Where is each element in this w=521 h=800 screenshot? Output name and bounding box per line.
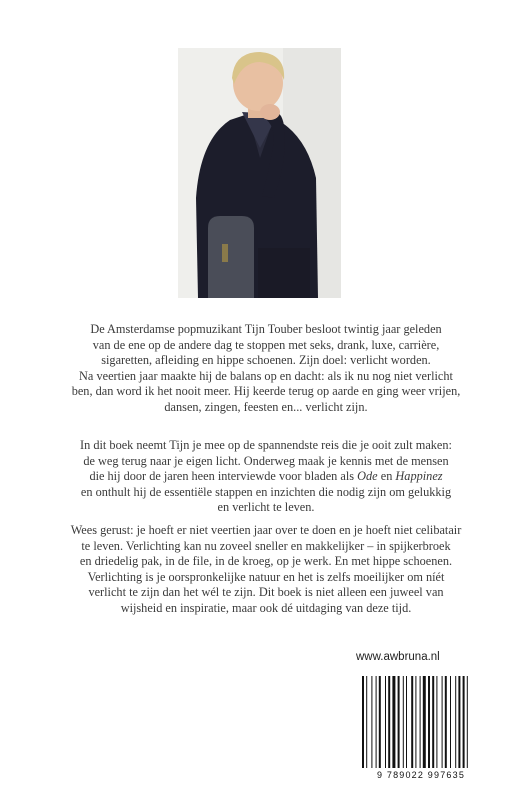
barcode-icon (358, 676, 487, 770)
barcode-bar (392, 676, 395, 768)
barcode-bar (458, 676, 460, 768)
barcode-bar (420, 676, 421, 768)
barcode-bar (442, 676, 443, 768)
text-line: wijsheid en inspiratie, maar ook dé uitdaging van deze tijd. (120, 600, 412, 615)
barcode-bar (376, 676, 377, 768)
barcode-bar (406, 676, 407, 768)
barcode (358, 676, 487, 776)
text-line: en verlicht te leven. (217, 500, 315, 514)
barcode-bar (398, 676, 400, 768)
barcode-bar (436, 676, 437, 768)
barcode-bar (455, 676, 456, 768)
text-line (56, 469, 476, 485)
text-line: verlicht te zijn dan het wél te zijn. Dit boek is niet alleen een juweel van (88, 585, 444, 599)
text-line: en driedelig pak, in de file, in de kroeg, op je werk. En met hippe schoenen. (79, 554, 453, 568)
closing-paragraph (56, 523, 476, 616)
barcode-bar (423, 676, 426, 768)
barcode-bar (362, 676, 364, 768)
author-portrait-icon (178, 48, 341, 298)
magazine-ode: Ode (357, 469, 378, 483)
text-line: en onthult hij de essentiële stappen en inzichten die nodig zijn om gelukkig (80, 484, 452, 499)
text-line: de weg terug naar je eigen licht. Onderweg maak je kennis met de mensen (83, 453, 449, 468)
text-line: van de ene op de andere dag te stoppen met seks, drank, luxe, carrière, (92, 337, 440, 352)
text-segment: die hij door de jaren heen interviewde voor bladen als (89, 469, 358, 483)
text-line: te leven. Verlichting kan nu zoveel sneller en makkelijker – in spijkerbroek (81, 538, 451, 553)
barcode-bar (366, 676, 367, 768)
barcode-bar (428, 676, 430, 768)
barcode-bar (385, 676, 386, 768)
barcode-bar (371, 676, 372, 768)
barcode-bar (379, 676, 381, 768)
barcode-bar (432, 676, 434, 768)
text-line: ben, dan word ik het nooit meer. Hij keerde terug op aarde en ging weer vrijen, (71, 384, 461, 398)
barcode-bar (411, 676, 413, 768)
text-line: Verlichting is je oorspronkelijke natuur en het is zelfs moeilijker om níét (87, 569, 445, 584)
text-line: In dit boek neemt Tijn je mee op de spannendste reis die je ooit zult maken: (80, 438, 452, 452)
publisher-url: www.awbruna.nl (356, 651, 440, 663)
barcode-bar (467, 676, 468, 768)
text-segment: en (377, 469, 396, 483)
book-paragraph (56, 438, 476, 516)
barcode-bar (445, 676, 447, 768)
barcode-number: 9 789022 997635 (376, 770, 466, 780)
magazine-happinez: Happinez (395, 469, 443, 483)
text-line: De Amsterdamse popmuzikant Tijn Touber besloot twintig jaar geleden (90, 322, 442, 336)
text-line: Na veertien jaar maakte hij de balans op en dacht: als ik nu nog niet verlicht (79, 368, 453, 383)
text-line: dansen, zingen, feesten en... verlicht zijn. (164, 399, 368, 414)
barcode-bar (403, 676, 404, 768)
barcode-bar (450, 676, 451, 768)
barcode-bar (388, 676, 390, 768)
barcode-bar (463, 676, 465, 768)
author-photo (178, 48, 341, 298)
text-line: sigaretten, afleiding en hippe schoenen. Zijn doel: verlicht worden. (101, 353, 431, 367)
text-line: Wees gerust: je hoeft er niet veertien jaar over te doen en je hoeft niet celibatair (70, 523, 462, 537)
barcode-bar (415, 676, 416, 768)
intro-paragraph (56, 322, 476, 415)
